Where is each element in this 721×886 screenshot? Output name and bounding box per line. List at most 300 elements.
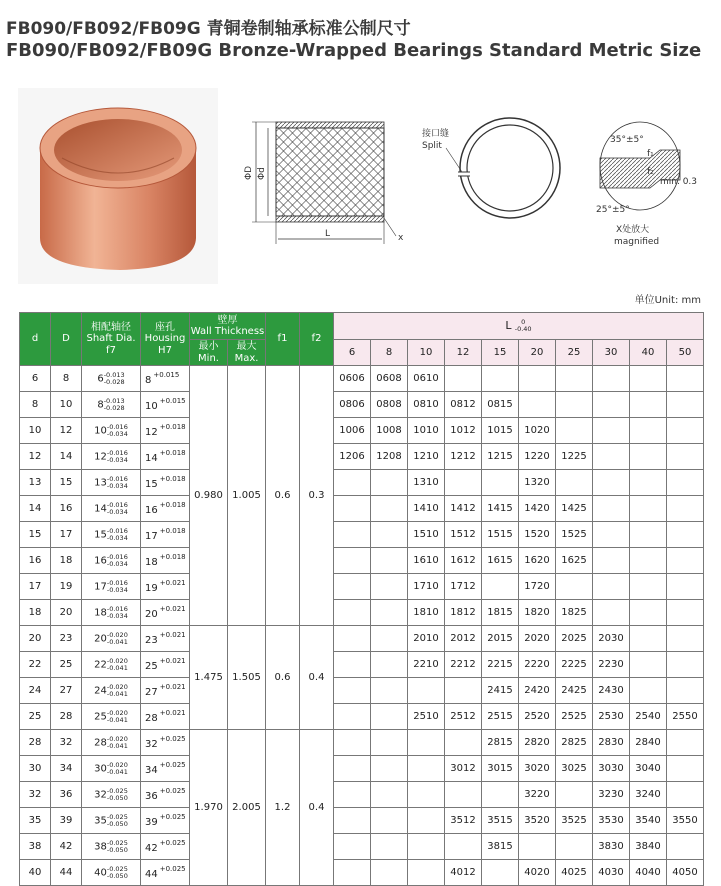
cell-part-number bbox=[593, 756, 630, 782]
table-row bbox=[20, 652, 704, 678]
cell-shaft bbox=[82, 600, 141, 626]
cell-D bbox=[51, 418, 82, 444]
cell-part-number-value: 0810 bbox=[413, 399, 439, 410]
cell-shaft-tolerance bbox=[107, 658, 128, 672]
cell-part-number-value: 3512 bbox=[450, 815, 476, 826]
cell-shaft-tol-lower: -0.034 bbox=[106, 585, 128, 594]
cell-shaft-tol-upper: -0.016 bbox=[106, 500, 128, 509]
cell-shaft-tol-lower: -0.034 bbox=[106, 481, 128, 490]
cell-f1 bbox=[266, 626, 300, 730]
cell-shaft-value: 35 bbox=[94, 815, 107, 826]
table-row bbox=[20, 444, 704, 470]
cell-part-number bbox=[371, 522, 408, 548]
cell-housing bbox=[141, 574, 190, 600]
cell-part-number bbox=[593, 366, 630, 392]
cell-part-number bbox=[445, 782, 482, 808]
cell-shaft bbox=[82, 522, 141, 548]
cell-housing-tolerance: +0.025 bbox=[159, 839, 186, 847]
cell-part-number bbox=[445, 704, 482, 730]
cell-part-number bbox=[334, 730, 371, 756]
cell-housing bbox=[141, 600, 190, 626]
cell-part-number bbox=[593, 834, 630, 860]
cell-D bbox=[51, 392, 82, 418]
header-housing-en: Housing bbox=[144, 333, 186, 345]
cell-D-value: 25 bbox=[59, 659, 73, 670]
cell-part-number-value: 3550 bbox=[672, 815, 698, 826]
title-english: FB090/FB092/FB09G Bronze-Wrapped Bearings Standard Metric Size bbox=[6, 40, 702, 61]
cell-d bbox=[20, 418, 51, 444]
cell-d-value: 38 bbox=[28, 841, 42, 852]
cell-f2-value: 0.4 bbox=[308, 672, 325, 683]
cell-part-number bbox=[519, 860, 556, 886]
cell-D bbox=[51, 704, 82, 730]
header-shaft-cn: 相配轴径 bbox=[91, 321, 131, 333]
cell-housing-tolerance: +0.025 bbox=[159, 865, 186, 873]
cell-part-number bbox=[630, 678, 667, 704]
cell-shaft-value: 32 bbox=[94, 789, 107, 800]
cell-part-number bbox=[667, 574, 704, 600]
cell-D-value: 27 bbox=[59, 685, 73, 696]
cell-part-number bbox=[630, 392, 667, 418]
cell-shaft-value: 24 bbox=[94, 685, 107, 696]
cell-part-number bbox=[593, 626, 630, 652]
header-housing-cn: 座孔 bbox=[155, 321, 175, 333]
cell-max bbox=[228, 730, 266, 886]
cell-part-number bbox=[593, 652, 630, 678]
cell-part-number-value: 2815 bbox=[487, 737, 513, 748]
cell-shaft-tolerance bbox=[107, 736, 128, 750]
cell-part-number-value: 2025 bbox=[561, 633, 587, 644]
cell-part-number bbox=[667, 392, 704, 418]
cell-shaft bbox=[82, 756, 141, 782]
cell-part-number-value: 1215 bbox=[487, 451, 513, 462]
cell-part-number bbox=[408, 808, 445, 834]
cell-shaft bbox=[82, 782, 141, 808]
cell-min bbox=[190, 626, 228, 730]
cell-part-number bbox=[556, 626, 593, 652]
cell-part-number bbox=[334, 392, 371, 418]
cell-part-number bbox=[445, 652, 482, 678]
cell-part-number-value: 2210 bbox=[413, 659, 439, 670]
cell-part-number bbox=[482, 600, 519, 626]
cell-f1 bbox=[266, 730, 300, 886]
cell-part-number bbox=[519, 782, 556, 808]
header-housing bbox=[141, 313, 190, 366]
cell-part-number-value: 2840 bbox=[635, 737, 661, 748]
cell-part-number bbox=[371, 418, 408, 444]
cell-housing-value: 23 bbox=[145, 635, 158, 646]
cell-part-number bbox=[630, 496, 667, 522]
cell-part-number-value: 4030 bbox=[598, 867, 624, 878]
cell-housing bbox=[141, 366, 190, 392]
cell-housing-tolerance: +0.021 bbox=[159, 605, 186, 613]
cell-part-number bbox=[334, 860, 371, 886]
cell-part-number-value: 3840 bbox=[635, 841, 661, 852]
cell-part-number-value: 3020 bbox=[524, 763, 550, 774]
min-label: min. 0.3 bbox=[660, 177, 698, 187]
cell-part-number bbox=[408, 704, 445, 730]
cell-part-number bbox=[482, 444, 519, 470]
cell-part-number bbox=[408, 730, 445, 756]
cell-part-number-value: 2515 bbox=[487, 711, 513, 722]
cell-shaft-tol-upper: -0.016 bbox=[106, 552, 128, 561]
cell-part-number bbox=[556, 444, 593, 470]
cell-shaft-value: 6 bbox=[97, 373, 104, 384]
header-L-tol-top: 0 bbox=[521, 318, 526, 326]
cell-housing-tolerance: +0.015 bbox=[159, 397, 186, 405]
cell-part-number bbox=[630, 366, 667, 392]
cell-shaft-value: 20 bbox=[94, 633, 107, 644]
cell-part-number-value: 1520 bbox=[524, 529, 550, 540]
cell-d-value: 6 bbox=[31, 373, 39, 384]
cell-shaft-tolerance bbox=[107, 866, 128, 880]
cell-part-number bbox=[334, 496, 371, 522]
cell-part-number bbox=[630, 600, 667, 626]
cell-shaft-tolerance bbox=[107, 684, 128, 698]
cell-part-number-value: 1008 bbox=[376, 425, 402, 436]
cell-part-number bbox=[445, 522, 482, 548]
cell-part-number-value: 1220 bbox=[524, 451, 550, 462]
cell-part-number-value: 1208 bbox=[376, 451, 402, 462]
cell-part-number bbox=[593, 808, 630, 834]
cell-shaft-tol-lower: -0.034 bbox=[106, 611, 128, 620]
cell-part-number-value: 2020 bbox=[524, 633, 550, 644]
cell-shaft-tol-lower: -0.050 bbox=[106, 845, 128, 854]
cell-part-number bbox=[482, 392, 519, 418]
cell-shaft-tolerance bbox=[107, 502, 128, 516]
cell-part-number-value: 0815 bbox=[487, 399, 513, 410]
cell-d-value: 25 bbox=[28, 711, 42, 722]
cell-part-number bbox=[593, 704, 630, 730]
cell-part-number bbox=[630, 730, 667, 756]
spec-table bbox=[19, 312, 704, 886]
cell-housing bbox=[141, 808, 190, 834]
cell-D bbox=[51, 600, 82, 626]
cell-part-number-value: 3040 bbox=[635, 763, 661, 774]
cell-d bbox=[20, 470, 51, 496]
cell-housing-tolerance: +0.025 bbox=[159, 813, 186, 821]
cell-shaft bbox=[82, 548, 141, 574]
header-f1: f1 bbox=[266, 313, 300, 366]
cell-shaft-tolerance bbox=[104, 398, 125, 412]
header-max-en: Max. bbox=[234, 352, 259, 364]
table-row bbox=[20, 678, 704, 704]
cell-part-number-value: 0806 bbox=[339, 399, 365, 410]
cell-D-value: 39 bbox=[59, 815, 73, 826]
f2-label: f₂ bbox=[647, 167, 654, 177]
cell-d bbox=[20, 678, 51, 704]
cell-max-value: 1.505 bbox=[232, 672, 261, 683]
cell-part-number bbox=[371, 626, 408, 652]
cell-shaft-tol-upper: -0.016 bbox=[106, 448, 128, 457]
cell-part-number bbox=[371, 730, 408, 756]
cell-part-number bbox=[482, 756, 519, 782]
cell-housing-tolerance: +0.021 bbox=[159, 683, 186, 691]
cell-part-number bbox=[519, 470, 556, 496]
cell-d bbox=[20, 860, 51, 886]
cell-part-number bbox=[667, 496, 704, 522]
cell-part-number-value: 1515 bbox=[487, 529, 513, 540]
cell-housing-value: 17 bbox=[145, 531, 158, 542]
cell-part-number bbox=[482, 704, 519, 730]
cell-housing bbox=[141, 496, 190, 522]
cell-housing-tolerance: +0.018 bbox=[159, 475, 186, 483]
cell-shaft-tol-upper: -0.016 bbox=[106, 422, 128, 431]
cell-part-number bbox=[593, 418, 630, 444]
header-L-value: 15 bbox=[482, 340, 519, 366]
header-min-cn: 最小 bbox=[198, 341, 219, 352]
cell-D-value: 19 bbox=[59, 581, 73, 592]
cell-part-number bbox=[408, 678, 445, 704]
cell-part-number-value: 2225 bbox=[561, 659, 587, 670]
cell-shaft-value: 18 bbox=[94, 607, 107, 618]
cell-shaft-tolerance bbox=[107, 476, 128, 490]
cell-housing bbox=[141, 626, 190, 652]
cell-part-number bbox=[519, 730, 556, 756]
cell-part-number bbox=[482, 834, 519, 860]
cell-part-number-value: 3012 bbox=[450, 763, 476, 774]
cell-shaft-tol-lower: -0.041 bbox=[106, 741, 128, 750]
cell-D bbox=[51, 444, 82, 470]
table-row bbox=[20, 392, 704, 418]
cell-D-value: 12 bbox=[59, 425, 73, 436]
header-D: D bbox=[51, 313, 82, 366]
header-housing-sym: H7 bbox=[158, 344, 172, 356]
cell-part-number-value: 0606 bbox=[339, 373, 365, 384]
cell-part-number bbox=[593, 392, 630, 418]
cell-housing-value: 10 bbox=[145, 401, 158, 412]
cell-f2 bbox=[300, 366, 334, 626]
cell-part-number bbox=[408, 470, 445, 496]
cell-D bbox=[51, 834, 82, 860]
cell-part-number-value: 1212 bbox=[450, 451, 476, 462]
angle-top-label: 35°±5° bbox=[610, 135, 644, 145]
cell-shaft-tol-upper: -0.020 bbox=[106, 656, 128, 665]
cell-shaft bbox=[82, 366, 141, 392]
cell-shaft-tol-lower: -0.034 bbox=[106, 559, 128, 568]
header-L-value: 50 bbox=[667, 340, 704, 366]
cell-part-number-value: 2512 bbox=[450, 711, 476, 722]
cell-shaft-tol-upper: -0.016 bbox=[106, 526, 128, 535]
cell-D-value: 42 bbox=[59, 841, 73, 852]
cell-part-number bbox=[445, 808, 482, 834]
cell-part-number bbox=[667, 470, 704, 496]
magnified-label-cn: X处放大 bbox=[616, 225, 650, 235]
cell-housing bbox=[141, 418, 190, 444]
cell-part-number bbox=[408, 860, 445, 886]
cell-part-number-value: 4025 bbox=[561, 867, 587, 878]
cell-part-number bbox=[334, 574, 371, 600]
cell-part-number bbox=[371, 860, 408, 886]
cell-D bbox=[51, 678, 82, 704]
cell-part-number bbox=[667, 730, 704, 756]
cell-part-number bbox=[593, 522, 630, 548]
cell-part-number-value: 1012 bbox=[450, 425, 476, 436]
cell-d bbox=[20, 600, 51, 626]
cell-part-number bbox=[482, 808, 519, 834]
cell-part-number bbox=[667, 704, 704, 730]
table-row bbox=[20, 756, 704, 782]
cell-shaft-tol-lower: -0.041 bbox=[106, 637, 128, 646]
cell-D-value: 23 bbox=[59, 633, 73, 644]
cell-part-number-value: 2430 bbox=[598, 685, 624, 696]
cell-shaft bbox=[82, 808, 141, 834]
cell-part-number bbox=[593, 548, 630, 574]
cell-D-value: 14 bbox=[59, 451, 73, 462]
cell-part-number bbox=[630, 808, 667, 834]
cell-part-number bbox=[519, 678, 556, 704]
cell-D bbox=[51, 626, 82, 652]
cell-shaft-tol-upper: -0.025 bbox=[106, 864, 128, 873]
cell-housing-tolerance: +0.018 bbox=[159, 449, 186, 457]
cell-housing-tolerance: +0.025 bbox=[159, 761, 186, 769]
cell-part-number-value: 2015 bbox=[487, 633, 513, 644]
cell-shaft-tolerance bbox=[107, 580, 128, 594]
cell-d bbox=[20, 704, 51, 730]
cell-shaft-tol-lower: -0.041 bbox=[106, 767, 128, 776]
cell-part-number bbox=[482, 652, 519, 678]
table-row bbox=[20, 782, 704, 808]
cell-D bbox=[51, 496, 82, 522]
cell-min-value: 0.980 bbox=[194, 490, 223, 501]
cell-housing bbox=[141, 860, 190, 886]
cell-shaft bbox=[82, 574, 141, 600]
cell-part-number bbox=[556, 808, 593, 834]
end-view-drawing bbox=[422, 118, 560, 218]
cell-part-number bbox=[630, 782, 667, 808]
cell-part-number bbox=[334, 470, 371, 496]
header-max-cn: 最大 bbox=[236, 341, 257, 352]
cell-shaft bbox=[82, 652, 141, 678]
cell-D bbox=[51, 730, 82, 756]
cell-D bbox=[51, 548, 82, 574]
cell-part-number bbox=[667, 522, 704, 548]
cell-part-number bbox=[371, 834, 408, 860]
cell-shaft-tol-lower: -0.034 bbox=[106, 533, 128, 542]
cell-shaft-tolerance bbox=[107, 450, 128, 464]
title-chinese: FB090/FB092/FB09G 青铜卷制轴承标准公制尺寸 bbox=[6, 19, 411, 39]
cell-part-number bbox=[667, 600, 704, 626]
cell-shaft-tol-upper: -0.020 bbox=[106, 760, 128, 769]
cell-part-number bbox=[519, 418, 556, 444]
header-wall-en: Wall Thickness bbox=[190, 326, 265, 337]
cell-D bbox=[51, 782, 82, 808]
cell-part-number bbox=[371, 548, 408, 574]
cell-d bbox=[20, 548, 51, 574]
cell-part-number bbox=[482, 574, 519, 600]
cell-max-value: 1.005 bbox=[232, 490, 261, 501]
header-L-value: 6 bbox=[334, 340, 371, 366]
cell-part-number bbox=[593, 574, 630, 600]
cell-part-number bbox=[630, 444, 667, 470]
cell-d-value: 24 bbox=[28, 685, 42, 696]
cell-part-number-value: 1612 bbox=[450, 555, 476, 566]
cell-part-number-value: 3025 bbox=[561, 763, 587, 774]
cell-shaft-tolerance bbox=[104, 372, 125, 386]
cell-part-number-value: 2012 bbox=[450, 633, 476, 644]
cell-min bbox=[190, 730, 228, 886]
cell-d bbox=[20, 392, 51, 418]
cell-part-number bbox=[334, 418, 371, 444]
cell-d bbox=[20, 444, 51, 470]
cell-part-number-value: 2830 bbox=[598, 737, 624, 748]
cell-part-number bbox=[445, 496, 482, 522]
cell-part-number bbox=[519, 574, 556, 600]
header-shaft-sym: f7 bbox=[106, 344, 116, 356]
cell-D bbox=[51, 756, 82, 782]
cell-part-number bbox=[334, 522, 371, 548]
cell-part-number bbox=[371, 652, 408, 678]
cell-housing-value: 39 bbox=[145, 817, 158, 828]
bearing-illustrations bbox=[0, 88, 721, 288]
cell-D-value: 34 bbox=[59, 763, 73, 774]
cell-part-number-value: 0610 bbox=[413, 373, 439, 384]
cell-part-number bbox=[630, 470, 667, 496]
cell-part-number bbox=[334, 626, 371, 652]
cell-part-number-value: 3515 bbox=[487, 815, 513, 826]
cell-housing bbox=[141, 834, 190, 860]
cell-part-number bbox=[334, 652, 371, 678]
cell-part-number bbox=[556, 366, 593, 392]
table-row bbox=[20, 626, 704, 652]
cell-part-number bbox=[445, 366, 482, 392]
cell-part-number-value: 1010 bbox=[413, 425, 439, 436]
cell-part-number bbox=[519, 834, 556, 860]
cell-part-number bbox=[371, 808, 408, 834]
cell-part-number bbox=[519, 444, 556, 470]
cell-part-number-value: 2030 bbox=[598, 633, 624, 644]
x-detail-label: x bbox=[398, 233, 404, 243]
cell-D bbox=[51, 522, 82, 548]
cell-part-number bbox=[408, 496, 445, 522]
table-row bbox=[20, 522, 704, 548]
cell-part-number bbox=[593, 782, 630, 808]
cell-part-number bbox=[408, 834, 445, 860]
cell-part-number bbox=[556, 860, 593, 886]
cell-part-number bbox=[445, 470, 482, 496]
cell-min-value: 1.475 bbox=[194, 672, 223, 683]
header-shaft-en: Shaft Dia. bbox=[86, 333, 136, 345]
cell-d-value: 10 bbox=[28, 425, 42, 436]
cell-D bbox=[51, 574, 82, 600]
cell-f2 bbox=[300, 626, 334, 730]
cell-D-value: 32 bbox=[59, 737, 73, 748]
cell-part-number-value: 1525 bbox=[561, 529, 587, 540]
cell-part-number bbox=[593, 470, 630, 496]
cell-housing-tolerance: +0.018 bbox=[159, 501, 186, 509]
cell-shaft-tol-lower: -0.034 bbox=[106, 507, 128, 516]
cell-part-number bbox=[556, 392, 593, 418]
cell-housing-value: 14 bbox=[145, 453, 158, 464]
cell-housing-tolerance: +0.025 bbox=[159, 735, 186, 743]
cell-part-number bbox=[482, 860, 519, 886]
cell-part-number-value: 1815 bbox=[487, 607, 513, 618]
cell-part-number-value: 2510 bbox=[413, 711, 439, 722]
cell-housing bbox=[141, 470, 190, 496]
cell-part-number bbox=[445, 834, 482, 860]
cell-housing bbox=[141, 782, 190, 808]
cell-shaft-tol-upper: -0.020 bbox=[106, 682, 128, 691]
header-wall-cn: 壁厚 bbox=[217, 314, 238, 326]
cell-shaft-tol-lower: -0.050 bbox=[106, 819, 128, 828]
cell-part-number-value: 4020 bbox=[524, 867, 550, 878]
cell-shaft-tolerance bbox=[107, 554, 128, 568]
cell-part-number bbox=[630, 548, 667, 574]
cell-d-value: 14 bbox=[28, 503, 42, 514]
cell-shaft-value: 12 bbox=[94, 451, 107, 462]
cell-part-number bbox=[519, 600, 556, 626]
bushing-photo bbox=[18, 88, 218, 284]
